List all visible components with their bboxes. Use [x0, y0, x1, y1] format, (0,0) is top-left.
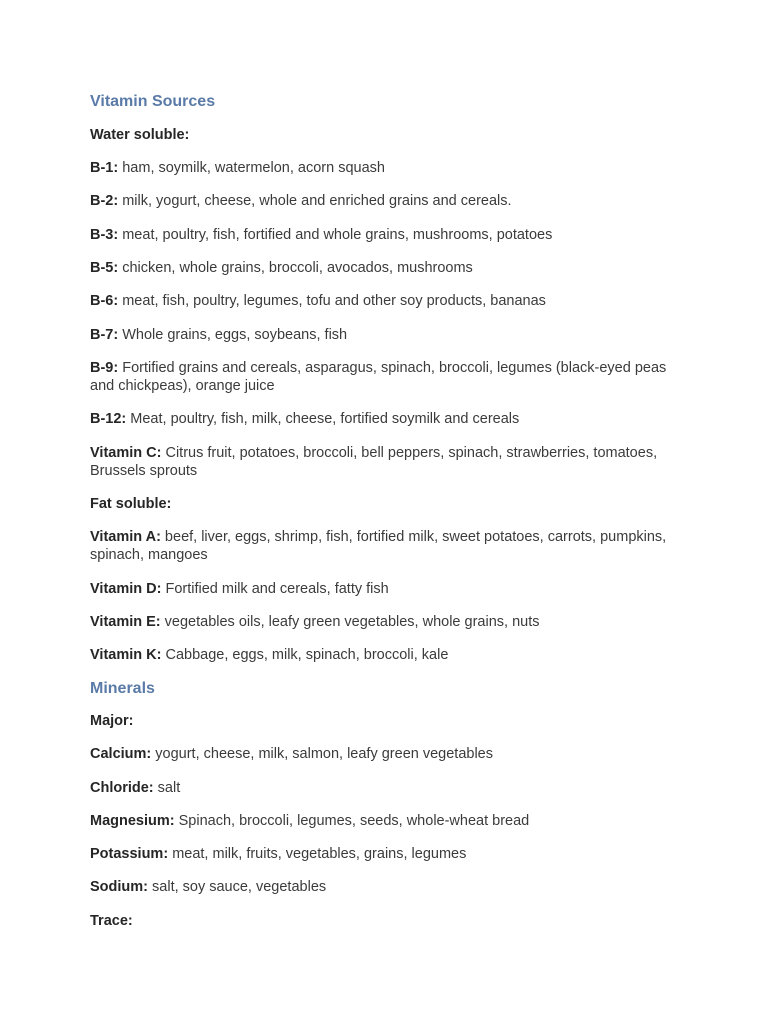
- entry-text: meat, milk, fruits, vegetables, grains, legumes: [168, 846, 467, 862]
- entry-text: milk, yogurt, cheese, whole and enriched grains and cereals.: [118, 193, 512, 209]
- entry-text: Whole grains, eggs, soybeans, fish: [118, 327, 348, 343]
- entry-label: Vitamin K:: [90, 647, 162, 663]
- entry-text: vegetables oils, leafy green vegetables, whole grains, nuts: [160, 614, 540, 630]
- entry-b7: [90, 326, 670, 344]
- entry-text: chicken, whole grains, broccoli, avocados, mushrooms: [118, 260, 473, 276]
- entry-label: Vitamin C:: [90, 445, 162, 461]
- entry-vitamin-k: [90, 646, 670, 664]
- entry-label: Magnesium:: [90, 813, 175, 829]
- entry-b12: [90, 410, 670, 428]
- entry-b9: [90, 359, 670, 395]
- entry-vitamin-e: [90, 613, 670, 631]
- subheading-water-soluble: Water soluble:: [90, 127, 190, 143]
- entry-text: Meat, poultry, fish, milk, cheese, fortified soymilk and cereals: [126, 411, 520, 427]
- entry-label: Sodium:: [90, 879, 148, 895]
- entry-b2: [90, 192, 670, 210]
- entry-b1: [90, 159, 670, 177]
- entry-text: Citrus fruit, potatoes, broccoli, bell peppers, spinach, strawberries, tomatoes, Brussels sprouts: [90, 445, 658, 479]
- entry-calcium: [90, 745, 670, 763]
- entry-label: Vitamin D:: [90, 581, 162, 597]
- entry-label: B-12:: [90, 411, 127, 427]
- entry-sodium: [90, 878, 670, 896]
- entry-chloride: [90, 779, 670, 797]
- entry-vitamin-c: [90, 444, 670, 480]
- entry-vitamin-d: [90, 580, 670, 598]
- heading-minerals: Minerals: [90, 680, 155, 697]
- entry-label: B-5:: [90, 260, 119, 276]
- entry-text: beef, liver, eggs, shrimp, fish, fortified milk, sweet potatoes, carrots, pumpkins, spinach, mangoes: [90, 529, 667, 563]
- entry-text: Fortified grains and cereals, asparagus, spinach, broccoli, legumes (black-eyed peas and chickpeas), orange juice: [90, 360, 667, 394]
- subheading-trace: Trace:: [90, 913, 133, 929]
- subheading-fat-soluble: Fat soluble:: [90, 496, 172, 512]
- entry-b5: [90, 259, 670, 277]
- entry-label: Vitamin E:: [90, 614, 161, 630]
- entry-text: Spinach, broccoli, legumes, seeds, whole-wheat bread: [174, 813, 530, 829]
- heading-vitamin-sources: Vitamin Sources: [90, 93, 216, 110]
- subheading-major: Major:: [90, 713, 134, 729]
- entry-text: Cabbage, eggs, milk, spinach, broccoli, kale: [161, 647, 449, 663]
- entry-text: meat, fish, poultry, legumes, tofu and other soy products, bananas: [118, 293, 546, 309]
- entry-label: B-1:: [90, 160, 119, 176]
- entry-text: Fortified milk and cereals, fatty fish: [161, 581, 389, 597]
- entry-label: Vitamin A:: [90, 529, 161, 545]
- entry-vitamin-a: [90, 528, 670, 564]
- entry-b3: [90, 226, 670, 244]
- entry-magnesium: [90, 812, 670, 830]
- entry-label: B-3:: [90, 227, 119, 243]
- entry-text: salt, soy sauce, vegetables: [148, 879, 327, 895]
- entry-label: Chloride:: [90, 780, 154, 796]
- entry-b6: [90, 292, 670, 310]
- entry-label: B-7:: [90, 327, 119, 343]
- entry-label: Potassium:: [90, 846, 169, 862]
- entry-text: meat, poultry, fish, fortified and whole grains, mushrooms, potatoes: [118, 227, 553, 243]
- entry-label: B-6:: [90, 293, 119, 309]
- entry-text: yogurt, cheese, milk, salmon, leafy green vegetables: [151, 746, 493, 762]
- entry-text: ham, soymilk, watermelon, acorn squash: [118, 160, 385, 176]
- entry-label: B-2:: [90, 193, 119, 209]
- entry-label: Calcium:: [90, 746, 152, 762]
- entry-potassium: [90, 845, 670, 863]
- entry-label: B-9:: [90, 360, 119, 376]
- entry-text: salt: [153, 780, 181, 796]
